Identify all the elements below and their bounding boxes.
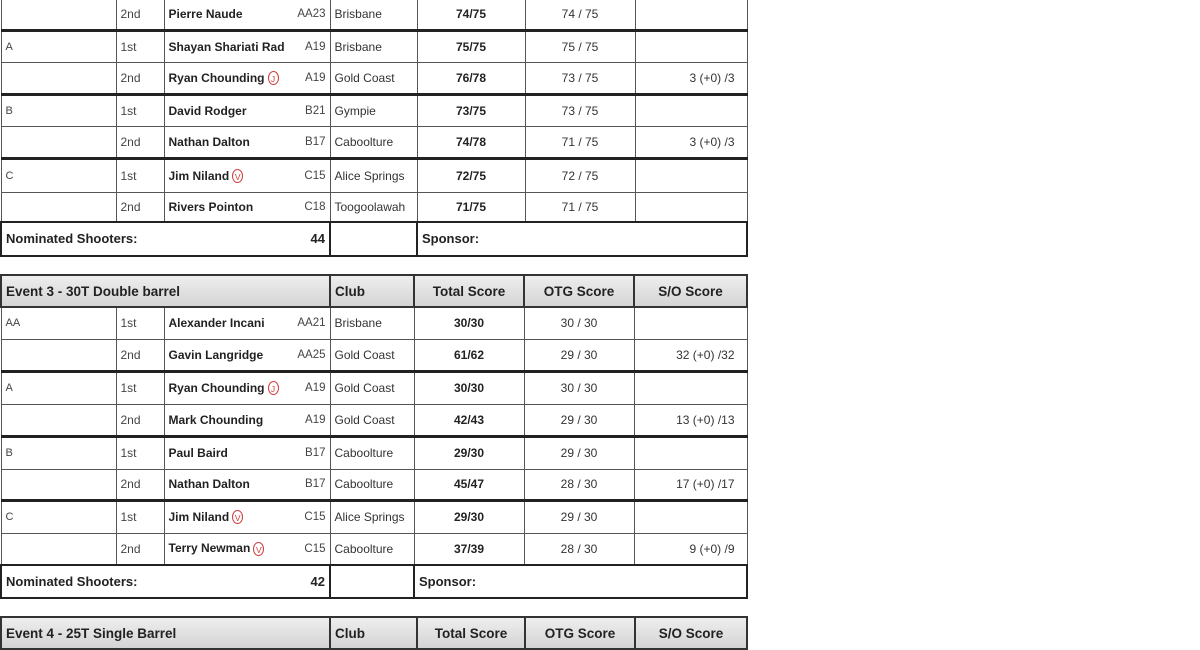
event3-footer-row: [1, 565, 747, 598]
shooter-name-cell: [164, 469, 290, 500]
shooter-name-cell: [164, 533, 290, 565]
total-score-cell: [417, 193, 525, 222]
nominated-shooters-cell: [1, 222, 330, 256]
total-score-text: 29/30: [453, 446, 485, 460]
shooter-name-text: Nathan Dalton: [168, 477, 250, 491]
class-text: C15: [304, 170, 326, 182]
result-row: [1, 31, 747, 63]
class-text: B17: [305, 478, 326, 490]
total-score-text: 76/78: [455, 71, 487, 85]
club-text: Caboolture: [334, 446, 394, 460]
junior-badge-icon: J: [268, 71, 279, 85]
club-text: Gympie: [334, 104, 376, 118]
event2-body: [1, 0, 747, 222]
so-score-text: 13 (+0) /13: [676, 412, 735, 427]
otg-score-text: 29 / 30: [560, 412, 598, 427]
class-text: B17: [305, 447, 326, 459]
otg-score-cell: [524, 500, 634, 533]
total-score-cell: [417, 63, 525, 95]
club-cell: [330, 31, 417, 63]
class-text: C15: [304, 542, 326, 555]
place-text: 1st: [120, 104, 137, 118]
division-cell: [1, 404, 116, 436]
class-text: C18: [304, 200, 326, 213]
club-cell: [330, 339, 414, 371]
otg-score-cell: [524, 469, 634, 500]
result-row: [1, 193, 747, 222]
so-score-text: 3 (+0) /3: [689, 71, 735, 85]
shooter-name-text: Rivers Pointon: [168, 199, 254, 214]
class-cell: [290, 469, 330, 500]
shooter-name-text: Ryan Chounding: [168, 70, 265, 85]
shooter-name-cell: [164, 339, 290, 371]
shooter-name-text: Nathan Dalton: [168, 135, 250, 149]
total-score-cell: [414, 371, 524, 404]
nominated-shooters-value: 44: [310, 231, 325, 246]
nominated-shooters-cell: [1, 565, 330, 598]
total-score-text: 37/39: [453, 541, 485, 556]
shooter-name-cell: [164, 63, 290, 95]
so-score-cell: [635, 159, 747, 193]
class-cell: [290, 404, 330, 436]
event3-total-header: Total Score: [414, 275, 524, 307]
club-text: Toogoolawah: [334, 199, 406, 214]
class-text: A19: [305, 382, 326, 394]
class-text: C15: [304, 511, 326, 523]
club-cell: [330, 371, 414, 404]
club-text: Gold Coast: [334, 381, 395, 395]
otg-score-cell: [525, 193, 635, 222]
so-score-cell: [635, 0, 747, 31]
shooter-name-cell: [164, 500, 290, 533]
class-cell: [290, 31, 330, 63]
place-cell: [116, 95, 164, 127]
total-score-text: 72/75: [455, 169, 487, 183]
result-row: [1, 469, 747, 500]
shooter-name-text: Terry Newman: [168, 541, 251, 556]
place-text: 2nd: [120, 541, 141, 556]
place-cell: [116, 371, 164, 404]
class-cell: [290, 0, 330, 31]
club-cell: [330, 404, 414, 436]
sponsor-cell: [417, 222, 747, 256]
so-score-cell: [634, 404, 747, 436]
so-score-cell: [634, 371, 747, 404]
place-cell: [116, 31, 164, 63]
event3-title: Event 3 - 30T Double barrel: [1, 275, 330, 307]
otg-score-text: 71 / 75: [561, 199, 599, 214]
club-text: Caboolture: [334, 135, 394, 149]
result-row: [1, 371, 747, 404]
otg-score-cell: [524, 436, 634, 469]
result-row: [1, 436, 747, 469]
shooter-name-text: Paul Baird: [168, 446, 228, 460]
club-cell: [330, 127, 417, 159]
so-score-cell: [634, 436, 747, 469]
club-text: Gold Coast: [334, 412, 395, 427]
event4-header-row: [1, 617, 747, 649]
club-cell: [330, 469, 414, 500]
event3-club-header: Club: [330, 275, 414, 307]
class-cell: [290, 339, 330, 371]
total-score-cell: [414, 404, 524, 436]
place-cell: [116, 193, 164, 222]
otg-score-cell: [525, 127, 635, 159]
otg-score-text: 75 / 75: [561, 40, 599, 54]
place-text: 1st: [120, 40, 137, 54]
division-cell: [1, 371, 116, 404]
so-score-text: 3 (+0) /3: [689, 135, 735, 149]
place-text: 2nd: [120, 199, 141, 214]
place-text: 2nd: [120, 7, 141, 21]
so-score-cell: [634, 339, 747, 371]
event3-so-header: S/O Score: [634, 275, 747, 307]
total-score-text: 61/62: [453, 347, 485, 362]
club-text: Brisbane: [334, 7, 382, 21]
so-score-text: 32 (+0) /32: [676, 347, 735, 362]
veteran-badge-icon: V: [232, 510, 243, 524]
division-cell: [1, 307, 116, 339]
place-cell: [116, 339, 164, 371]
event3-header-row: [1, 275, 747, 307]
division-text: A: [5, 382, 13, 394]
shooter-name-text: Jim Niland: [168, 168, 230, 183]
total-score-cell: [414, 533, 524, 565]
division-cell: [1, 63, 116, 95]
otg-score-text: 30 / 30: [560, 316, 598, 331]
place-text: 2nd: [120, 477, 141, 491]
club-cell: [330, 500, 414, 533]
place-text: 2nd: [120, 71, 141, 85]
total-score-text: 73/75: [455, 104, 487, 118]
total-score-cell: [417, 95, 525, 127]
shooter-name-text: Jim Niland: [168, 509, 230, 524]
total-score-text: 74/75: [455, 7, 487, 21]
division-cell: [1, 500, 116, 533]
club-text: Brisbane: [334, 40, 382, 54]
place-text: 1st: [120, 510, 137, 524]
nominated-shooters-label: Nominated Shooters:: [6, 574, 138, 589]
shooter-name-cell: [164, 193, 290, 222]
division-text: B: [5, 447, 13, 459]
result-row: [1, 95, 747, 127]
club-text: Caboolture: [334, 477, 394, 491]
total-score-cell: [414, 469, 524, 500]
nominated-shooters-label: Nominated Shooters:: [6, 231, 138, 246]
otg-score-cell: [524, 339, 634, 371]
result-row: [1, 307, 747, 339]
class-cell: [290, 436, 330, 469]
club-cell: [330, 193, 417, 222]
shooter-name-text: Gavin Langridge: [168, 347, 264, 362]
division-text: C: [5, 170, 14, 182]
sponsor-label: Sponsor:: [422, 231, 480, 246]
total-score-text: 29/30: [453, 510, 485, 524]
so-score-cell: [634, 469, 747, 500]
otg-score-cell: [524, 404, 634, 436]
place-cell: [116, 500, 164, 533]
otg-score-text: 29 / 30: [560, 446, 598, 460]
place-text: 1st: [120, 316, 137, 331]
shooter-name-cell: [164, 127, 290, 159]
so-score-cell: [635, 193, 747, 222]
shooter-name-cell: [164, 95, 290, 127]
total-score-text: 71/75: [455, 199, 487, 214]
event2-footer-row: [1, 222, 747, 256]
club-cell: [330, 0, 417, 31]
footer-empty-cell: [330, 222, 417, 256]
total-score-cell: [417, 159, 525, 193]
class-cell: [290, 95, 330, 127]
club-cell: [330, 436, 414, 469]
club-cell: [330, 63, 417, 95]
place-cell: [116, 469, 164, 500]
event3-table: [0, 274, 748, 599]
so-score-cell: [634, 500, 747, 533]
sponsor-cell: [414, 565, 747, 598]
division-cell: [1, 339, 116, 371]
class-cell: [290, 533, 330, 565]
club-text: Alice Springs: [334, 169, 405, 183]
division-cell: [1, 193, 116, 222]
total-score-text: 30/30: [453, 316, 485, 331]
class-text: A19: [305, 41, 326, 53]
shooter-name-text: Ryan Chounding: [168, 380, 265, 395]
class-cell: [290, 371, 330, 404]
otg-score-text: 28 / 30: [560, 477, 598, 491]
place-text: 2nd: [120, 135, 141, 149]
place-cell: [116, 0, 164, 31]
otg-score-cell: [525, 63, 635, 95]
shooter-name-cell: [164, 31, 290, 63]
shooter-name-cell: [164, 159, 290, 193]
total-score-text: 45/47: [453, 477, 485, 491]
place-cell: [116, 127, 164, 159]
place-cell: [116, 63, 164, 95]
class-text: A19: [305, 413, 326, 426]
place-text: 2nd: [120, 412, 141, 427]
division-cell: [1, 436, 116, 469]
club-text: Gold Coast: [334, 71, 395, 85]
total-score-cell: [417, 127, 525, 159]
division-cell: [1, 469, 116, 500]
event2-table: [0, 0, 748, 257]
class-cell: [290, 127, 330, 159]
division-cell: [1, 127, 116, 159]
shooter-name-text: Pierre Naude: [168, 7, 243, 21]
club-cell: [330, 307, 414, 339]
otg-score-cell: [525, 95, 635, 127]
otg-score-cell: [524, 533, 634, 565]
otg-score-cell: [525, 159, 635, 193]
otg-score-text: 74 / 75: [561, 7, 599, 21]
junior-badge-icon: J: [268, 381, 279, 395]
class-cell: [290, 500, 330, 533]
club-text: Gold Coast: [334, 347, 395, 362]
event3-otg-header: OTG Score: [524, 275, 634, 307]
total-score-text: 74/78: [455, 135, 487, 149]
total-score-text: 42/43: [453, 412, 485, 427]
sponsor-label: Sponsor:: [419, 574, 477, 589]
event4-total-header: Total Score: [417, 617, 525, 649]
so-score-cell: [635, 127, 747, 159]
otg-score-text: 29 / 30: [560, 347, 598, 362]
club-text: Brisbane: [334, 316, 382, 331]
shooter-name-cell: [164, 436, 290, 469]
place-cell: [116, 307, 164, 339]
division-cell: [1, 159, 116, 193]
place-cell: [116, 404, 164, 436]
total-score-cell: [414, 436, 524, 469]
shooter-name-text: Alexander Incani: [168, 316, 265, 331]
total-score-text: 75/75: [455, 40, 487, 54]
total-score-cell: [414, 500, 524, 533]
division-cell: [1, 95, 116, 127]
shooter-name-text: Shayan Shariati Rad: [168, 40, 285, 54]
so-score-text: 17 (+0) /17: [676, 477, 735, 491]
class-cell: [290, 159, 330, 193]
shooter-name-text: David Rodger: [168, 104, 247, 118]
result-row: [1, 127, 747, 159]
otg-score-cell: [524, 371, 634, 404]
veteran-badge-icon: V: [232, 169, 243, 183]
class-text: B17: [305, 136, 326, 148]
total-score-text: 30/30: [453, 381, 485, 395]
result-row: [1, 339, 747, 371]
class-text: AA25: [297, 348, 326, 361]
shooter-name-cell: [164, 0, 290, 31]
shooter-name-cell: [164, 307, 290, 339]
so-score-cell: [634, 533, 747, 565]
division-text: AA: [5, 317, 21, 330]
event4-table: [0, 616, 748, 650]
otg-score-text: 29 / 30: [560, 510, 598, 524]
otg-score-text: 30 / 30: [560, 381, 598, 395]
shooter-name-cell: [164, 371, 290, 404]
so-score-cell: [635, 95, 747, 127]
veteran-badge-icon: V: [253, 542, 264, 556]
result-row: [1, 404, 747, 436]
division-cell: [1, 31, 116, 63]
otg-score-text: 28 / 30: [560, 541, 598, 556]
footer-empty-cell: [330, 565, 414, 598]
result-row: [1, 0, 747, 31]
event3-body: [1, 307, 747, 565]
result-row: [1, 63, 747, 95]
result-row: [1, 159, 747, 193]
division-cell: [1, 533, 116, 565]
club-text: Caboolture: [334, 541, 394, 556]
place-text: 1st: [120, 169, 137, 183]
club-text: Alice Springs: [334, 510, 405, 524]
result-row: [1, 500, 747, 533]
class-text: AA21: [297, 317, 326, 330]
place-text: 1st: [120, 381, 137, 395]
event4-club-header: Club: [330, 617, 417, 649]
event4-so-header: S/O Score: [635, 617, 747, 649]
division-text: B: [5, 105, 13, 117]
total-score-cell: [414, 339, 524, 371]
otg-score-text: 72 / 75: [561, 169, 599, 183]
so-score-cell: [634, 307, 747, 339]
shooter-name-text: Mark Chounding: [168, 412, 264, 427]
club-cell: [330, 533, 414, 565]
place-cell: [116, 533, 164, 565]
class-text: A19: [305, 72, 326, 84]
event4-title: Event 4 - 25T Single Barrel: [1, 617, 330, 649]
class-cell: [290, 193, 330, 222]
otg-score-cell: [524, 307, 634, 339]
otg-score-text: 73 / 75: [561, 71, 599, 85]
class-text: AA23: [297, 8, 326, 20]
so-score-cell: [635, 31, 747, 63]
class-cell: [290, 63, 330, 95]
class-cell: [290, 307, 330, 339]
division-text: C: [5, 511, 14, 523]
division-text: A: [5, 41, 13, 53]
place-cell: [116, 159, 164, 193]
otg-score-cell: [525, 0, 635, 31]
otg-score-text: 73 / 75: [561, 104, 599, 118]
otg-score-text: 71 / 75: [561, 135, 599, 149]
club-cell: [330, 159, 417, 193]
total-score-cell: [417, 31, 525, 63]
class-text: B21: [305, 105, 326, 117]
otg-score-cell: [525, 31, 635, 63]
so-score-cell: [635, 63, 747, 95]
place-cell: [116, 436, 164, 469]
result-row: [1, 533, 747, 565]
place-text: 1st: [120, 446, 137, 460]
total-score-cell: [417, 0, 525, 31]
division-cell: [1, 0, 116, 31]
club-cell: [330, 95, 417, 127]
nominated-shooters-value: 42: [310, 574, 325, 589]
so-score-text: 9 (+0) /9: [689, 541, 735, 556]
total-score-cell: [414, 307, 524, 339]
place-text: 2nd: [120, 347, 141, 362]
shooter-name-cell: [164, 404, 290, 436]
event4-otg-header: OTG Score: [525, 617, 635, 649]
